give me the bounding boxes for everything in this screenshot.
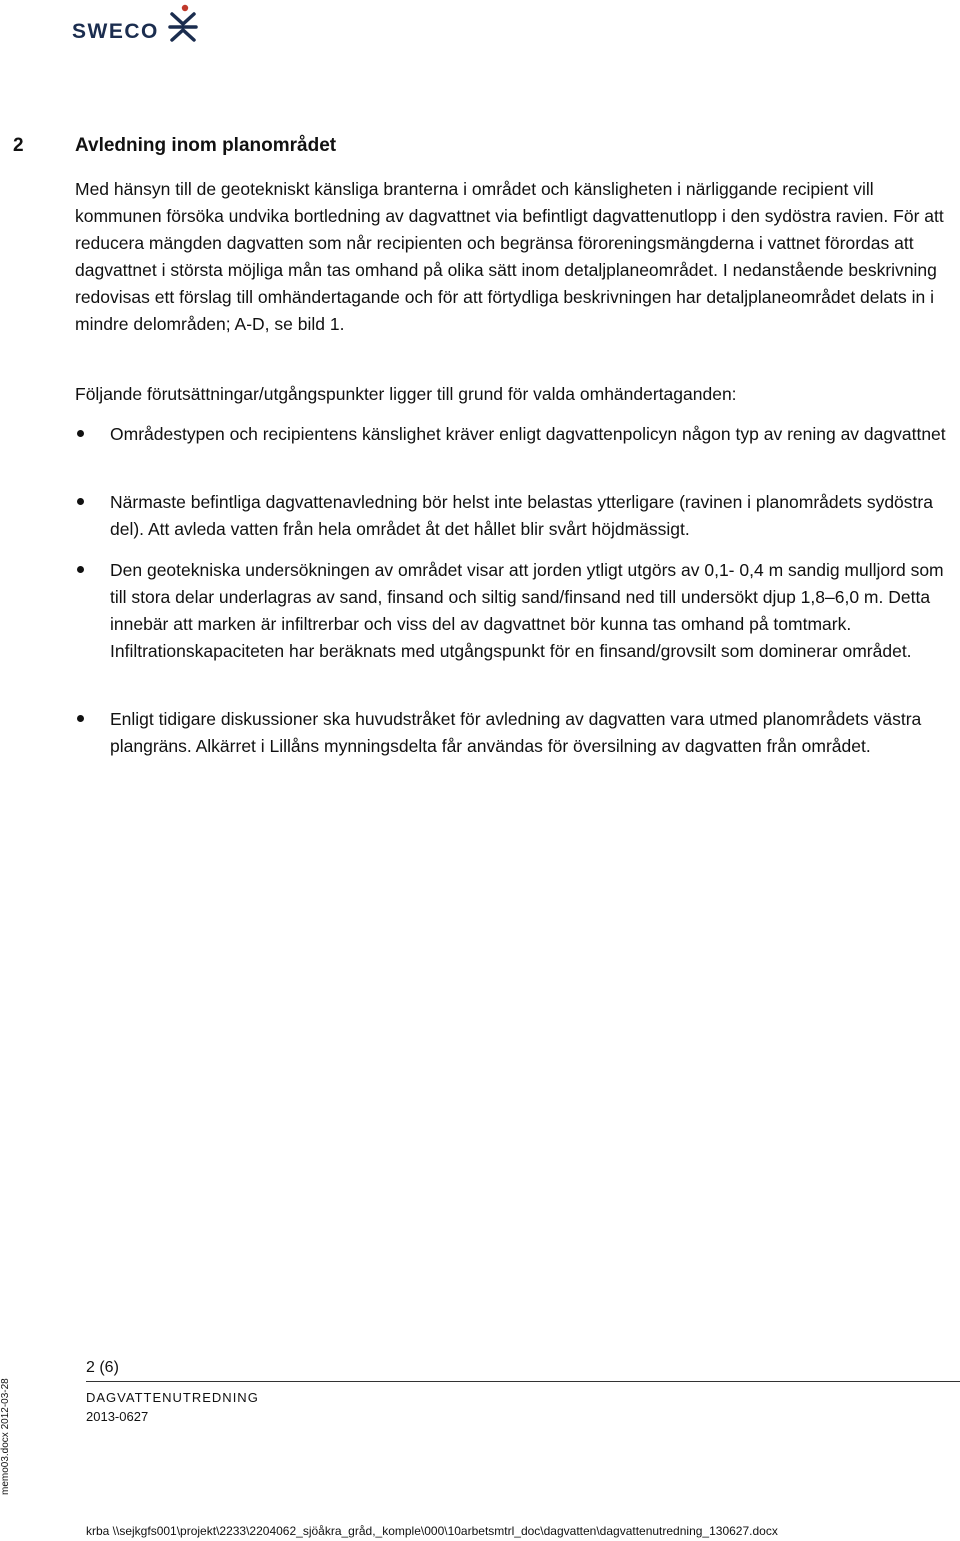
prerequisites-paragraph: Följande förutsättningar/utgångspunkter ligger till grund för valda omhändertaganden: <box>75 384 737 404</box>
list-item-text: Närmaste befintliga dagvattenavledning bör helst inte belastas ytterligare (ravinen i planområdets sydöstra del). Att avleda vatten från hela området åt det hållet blir svårt höjdmässigt. <box>110 492 933 539</box>
file-path: krba \\sejkgfs001\projekt\2233\2204062_sjöåkra_gråd,_komple\000\10arbetsmtrl_doc\dagvatten\dagvattenutredning_130627.docx <box>86 1524 778 1538</box>
logo-text: SWECO <box>72 20 159 43</box>
sweco-symbol-icon <box>166 4 200 44</box>
sweco-logo <box>72 4 202 46</box>
list-item-text: Den geotekniska undersökningen av området visar att jorden ytligt utgörs av 0,1- 0,4 m sandig mulljord som till stora delar underlagras av sand, finsand och siltig sand/finsand ned till undersökt djup 1,8–6,0 m. Detta innebär att marken är infiltrerbar och viss del av dagvattnet bör kunna tas omhand på tomtmark. Infiltrationskapaciteten har beräknats med utgångspunkt för en finsand/grovsilt som dominerar området. <box>110 560 944 661</box>
list-item-text: Områdestypen och recipientens känslighet kräver enligt dagvattenpolicyn någon typ av rening av dagvattnet <box>110 424 946 444</box>
document-date: 2013-0627 <box>86 1409 149 1424</box>
intro-paragraph: Med hänsyn till de geotekniskt känsliga branterna i området och känsligheten i närliggande recipient vill kommunen försöka undvika bortledning av dagvattnet via befintligt dagvattenutlopp i den sydöstra ravien. För att reducera mängden dagvatten som når recipienten och begränsa föroreningsmängderna i vattnet förordas att dagvattnet i största möjliga mån tas omhand på olika sätt inom detaljplaneområdet. I nedanstående beskrivning redovisas ett förslag till omhändertagande och för att förtydliga beskrivningen har detaljplaneområdet delats in i mindre delområden; A-D, se bild 1. <box>75 179 944 334</box>
list-item-text: Enligt tidigare diskussioner ska huvudstråket för avledning av dagvatten vara utmed planområdets västra plangräns. Alkärret i Lillåns mynningsdelta får användas för översilning av dagvatten från området. <box>110 709 922 756</box>
footer-divider <box>86 1381 960 1382</box>
section-title: Avledning inom planområdet <box>75 135 337 156</box>
template-note: memo03.docx 2012-03-28 <box>0 1378 11 1495</box>
page-number: 2 (6) <box>86 1359 119 1376</box>
section-number: 2 <box>13 135 24 156</box>
document-title: DAGVATTENUTREDNING <box>86 1390 259 1405</box>
